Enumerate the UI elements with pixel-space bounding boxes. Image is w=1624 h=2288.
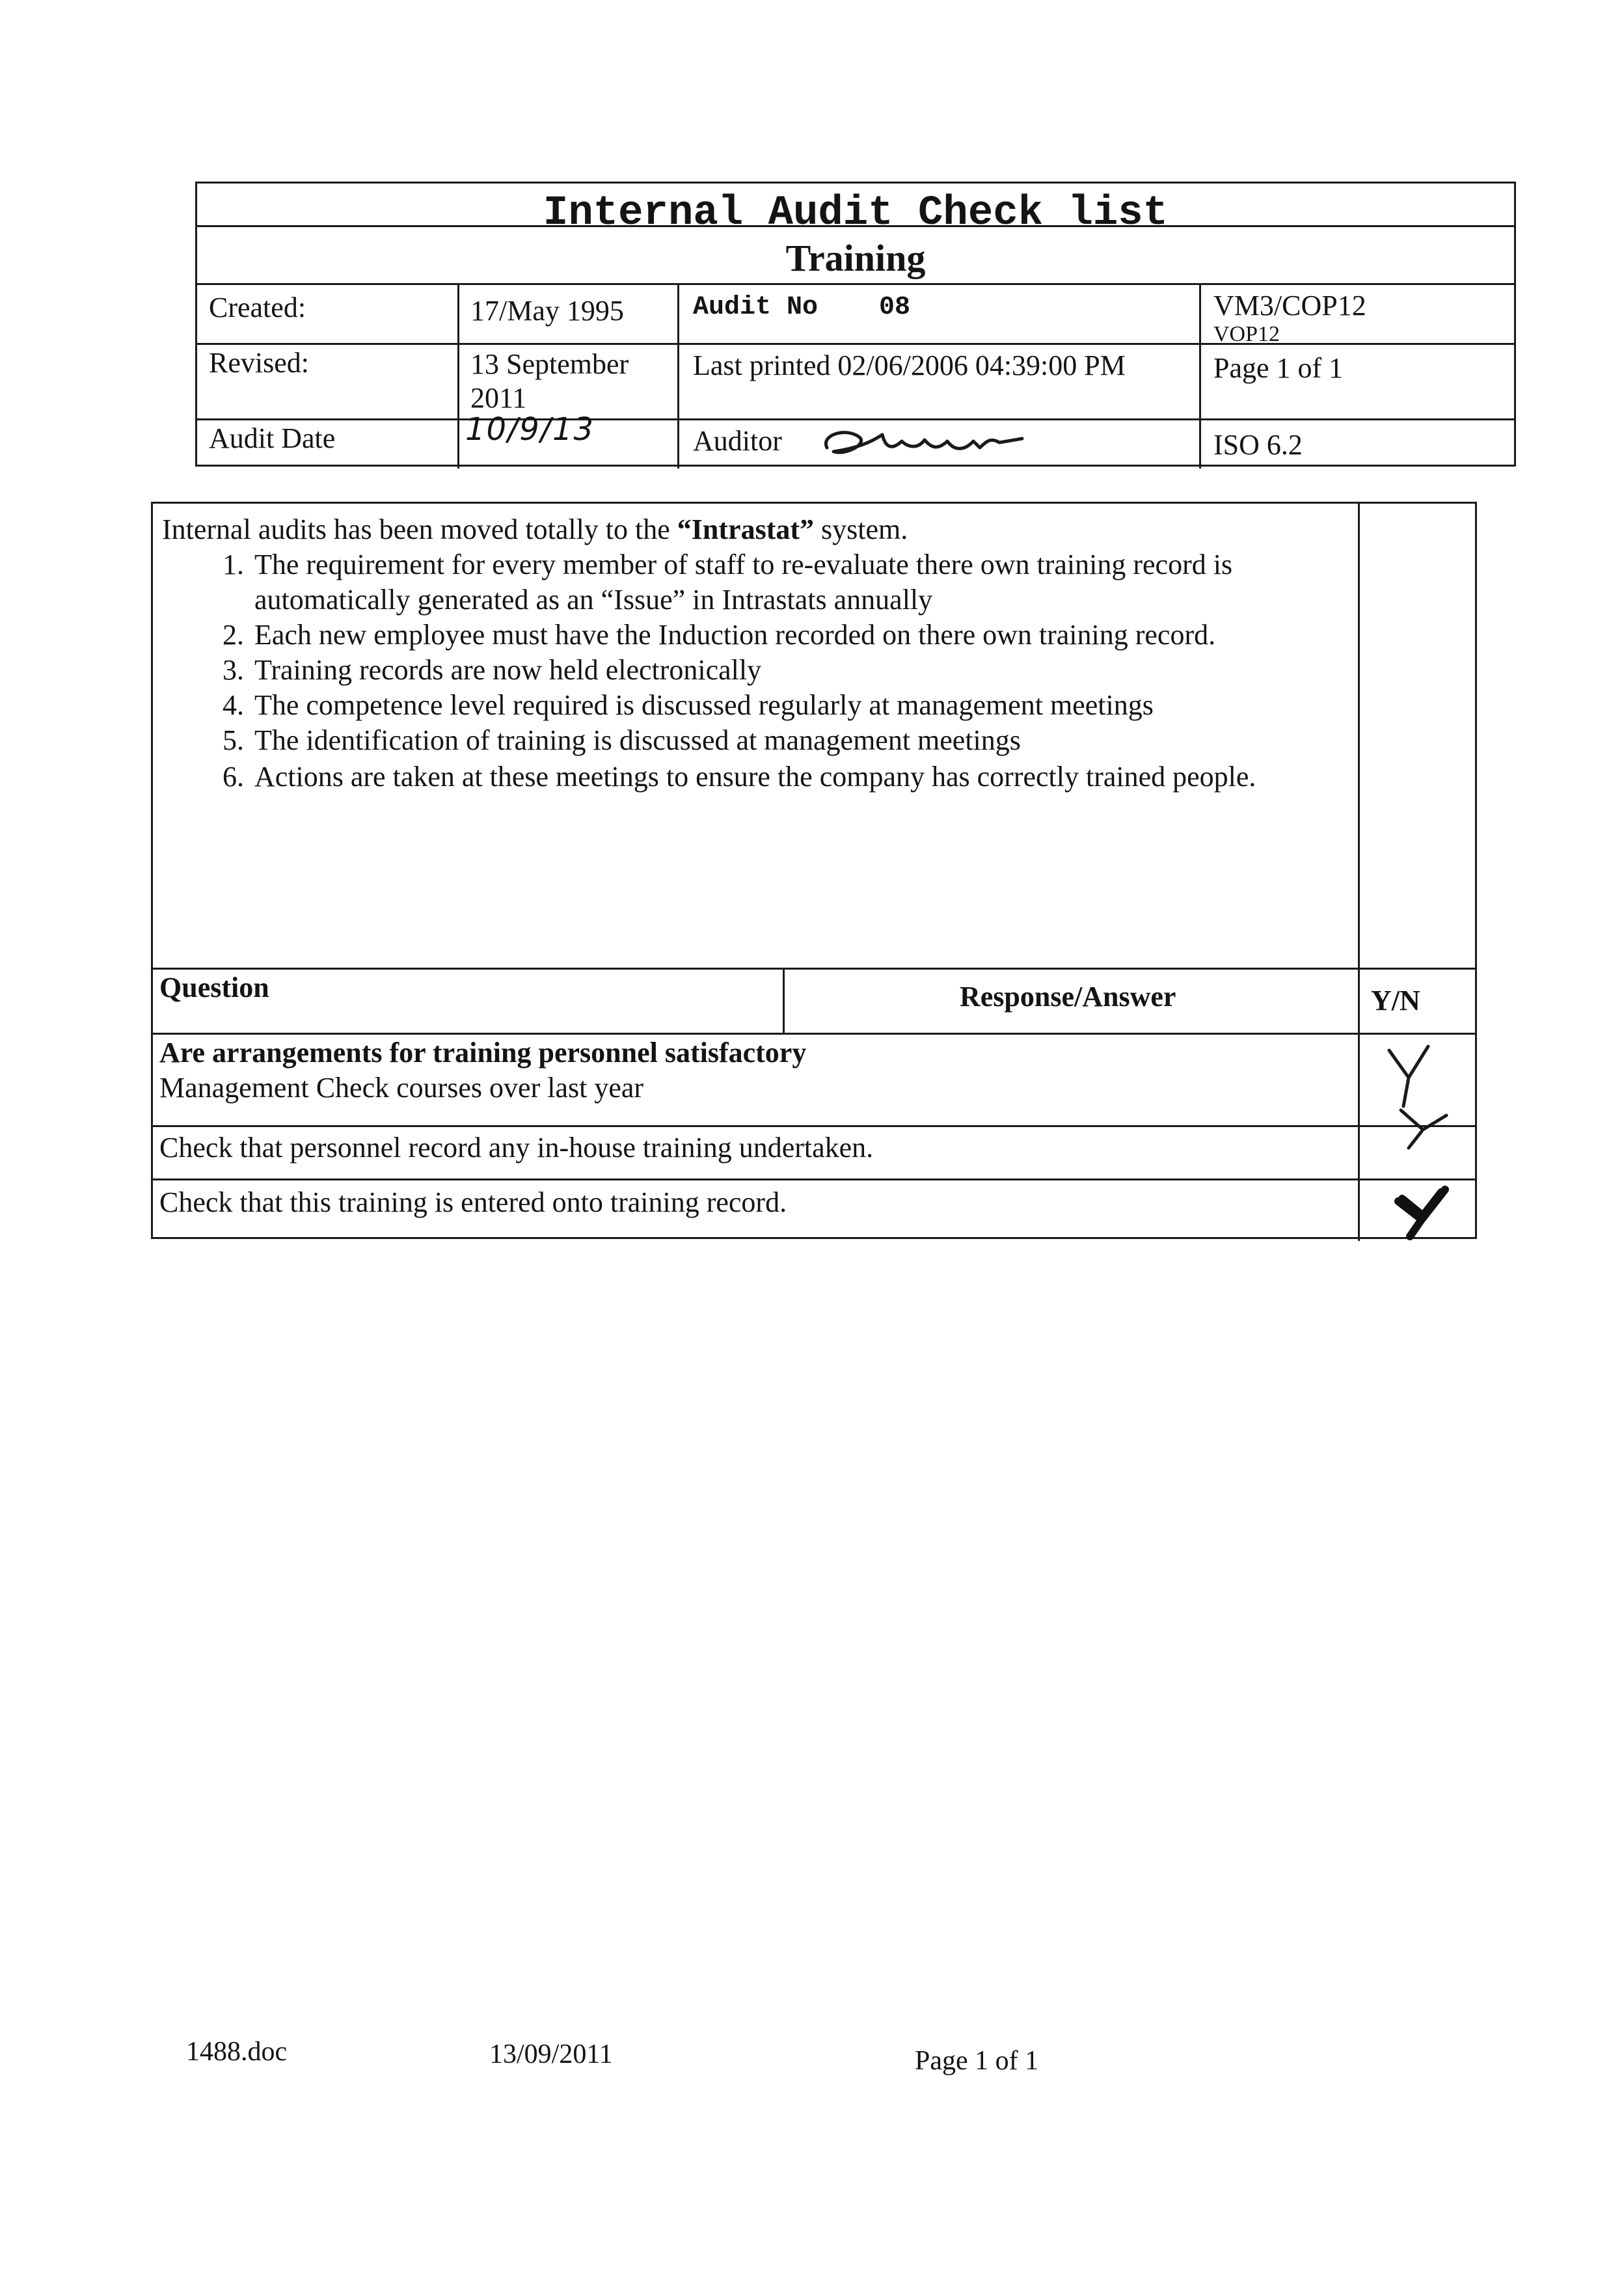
divider xyxy=(1199,283,1201,469)
document-subtitle: Training xyxy=(785,237,926,279)
header-page-number: Page 1 of 1 xyxy=(1213,352,1344,384)
column-header-yn: Y/N xyxy=(1371,985,1420,1016)
divider xyxy=(197,283,1514,285)
revised-value-line1: 13 September xyxy=(470,348,629,380)
list-item: The requirement for every member of staff to re-evaluate there own training record is xyxy=(254,549,1233,580)
question-title: Are arrangements for training personnel satisfactory xyxy=(159,1037,807,1069)
checklist-table xyxy=(151,502,1477,1239)
list-item-continued: automatically generated as an “Issue” in Intrastats annually xyxy=(254,584,933,616)
divider xyxy=(783,968,785,1033)
document-reference: VM3/COP12 xyxy=(1213,290,1366,321)
list-item-number: 1. xyxy=(223,549,244,580)
footer-date: 13/09/2011 xyxy=(489,2039,613,2069)
audit-date-label: Audit Date xyxy=(209,422,336,454)
column-header-question: Question xyxy=(159,972,269,1003)
list-item: Actions are taken at these meetings to ensure the company has correctly trained people. xyxy=(254,761,1256,793)
question-detail: Check that this training is entered onto training record. xyxy=(159,1186,787,1218)
intro-system-name: “Intrastat” xyxy=(677,513,814,545)
divider xyxy=(457,283,459,469)
divider xyxy=(153,1178,1475,1180)
audit-date-handwritten: 10/9/13 xyxy=(465,411,595,448)
divider xyxy=(677,283,679,469)
audit-no-label: Audit No xyxy=(693,293,819,322)
list-item: The competence level required is discussed regularly at management meetings xyxy=(254,689,1154,721)
divider xyxy=(197,418,1514,420)
yes-mark-icon xyxy=(1383,1044,1441,1109)
list-item: Each new employee must have the Induction recorded on there own training record. xyxy=(254,619,1216,651)
intro-paragraph xyxy=(162,511,908,548)
revised-value-line2: 2011 xyxy=(470,382,527,414)
document-reference-sub: VOP12 xyxy=(1213,322,1280,346)
list-item: The identification of training is discussed at management meetings xyxy=(254,724,1021,756)
document-title: Internal Audit Check list xyxy=(543,190,1169,237)
list-item-number: 3. xyxy=(223,654,244,686)
divider xyxy=(197,343,1514,345)
yes-mark-icon xyxy=(1389,1182,1454,1240)
audit-no-value: 08 xyxy=(879,293,911,322)
list-item-number: 2. xyxy=(223,619,244,651)
last-printed: Last printed 02/06/2006 04:39:00 PM xyxy=(693,349,1126,381)
divider xyxy=(153,968,1475,970)
question-detail: Check that personnel record any in-house training undertaken. xyxy=(159,1132,874,1164)
list-item-number: 5. xyxy=(223,724,244,756)
list-item-number: 6. xyxy=(223,761,244,793)
divider xyxy=(153,1125,1475,1127)
created-value: 17/May 1995 xyxy=(470,295,624,327)
revised-label: Revised: xyxy=(209,347,309,379)
list-item-number: 4. xyxy=(223,689,244,721)
yes-mark-icon xyxy=(1389,1102,1454,1154)
intro-text: Internal audits has been moved totally to the xyxy=(162,513,677,545)
question-detail: Management Check courses over last year xyxy=(159,1072,644,1104)
created-label: Created: xyxy=(209,292,306,323)
column-header-response: Response/Answer xyxy=(960,981,1176,1013)
divider xyxy=(1358,504,1360,1241)
auditor-label: Auditor xyxy=(693,425,782,457)
list-item: Training records are now held electronically xyxy=(254,654,762,686)
footer-page-number: Page 1 of 1 xyxy=(915,2046,1039,2076)
header-table xyxy=(195,182,1516,467)
footer-filename: 1488.doc xyxy=(186,2037,288,2067)
intro-text-end: system. xyxy=(814,513,908,545)
iso-label: ISO 6.2 xyxy=(1213,429,1303,461)
divider xyxy=(197,225,1514,227)
auditor-signature-icon xyxy=(820,422,1029,467)
